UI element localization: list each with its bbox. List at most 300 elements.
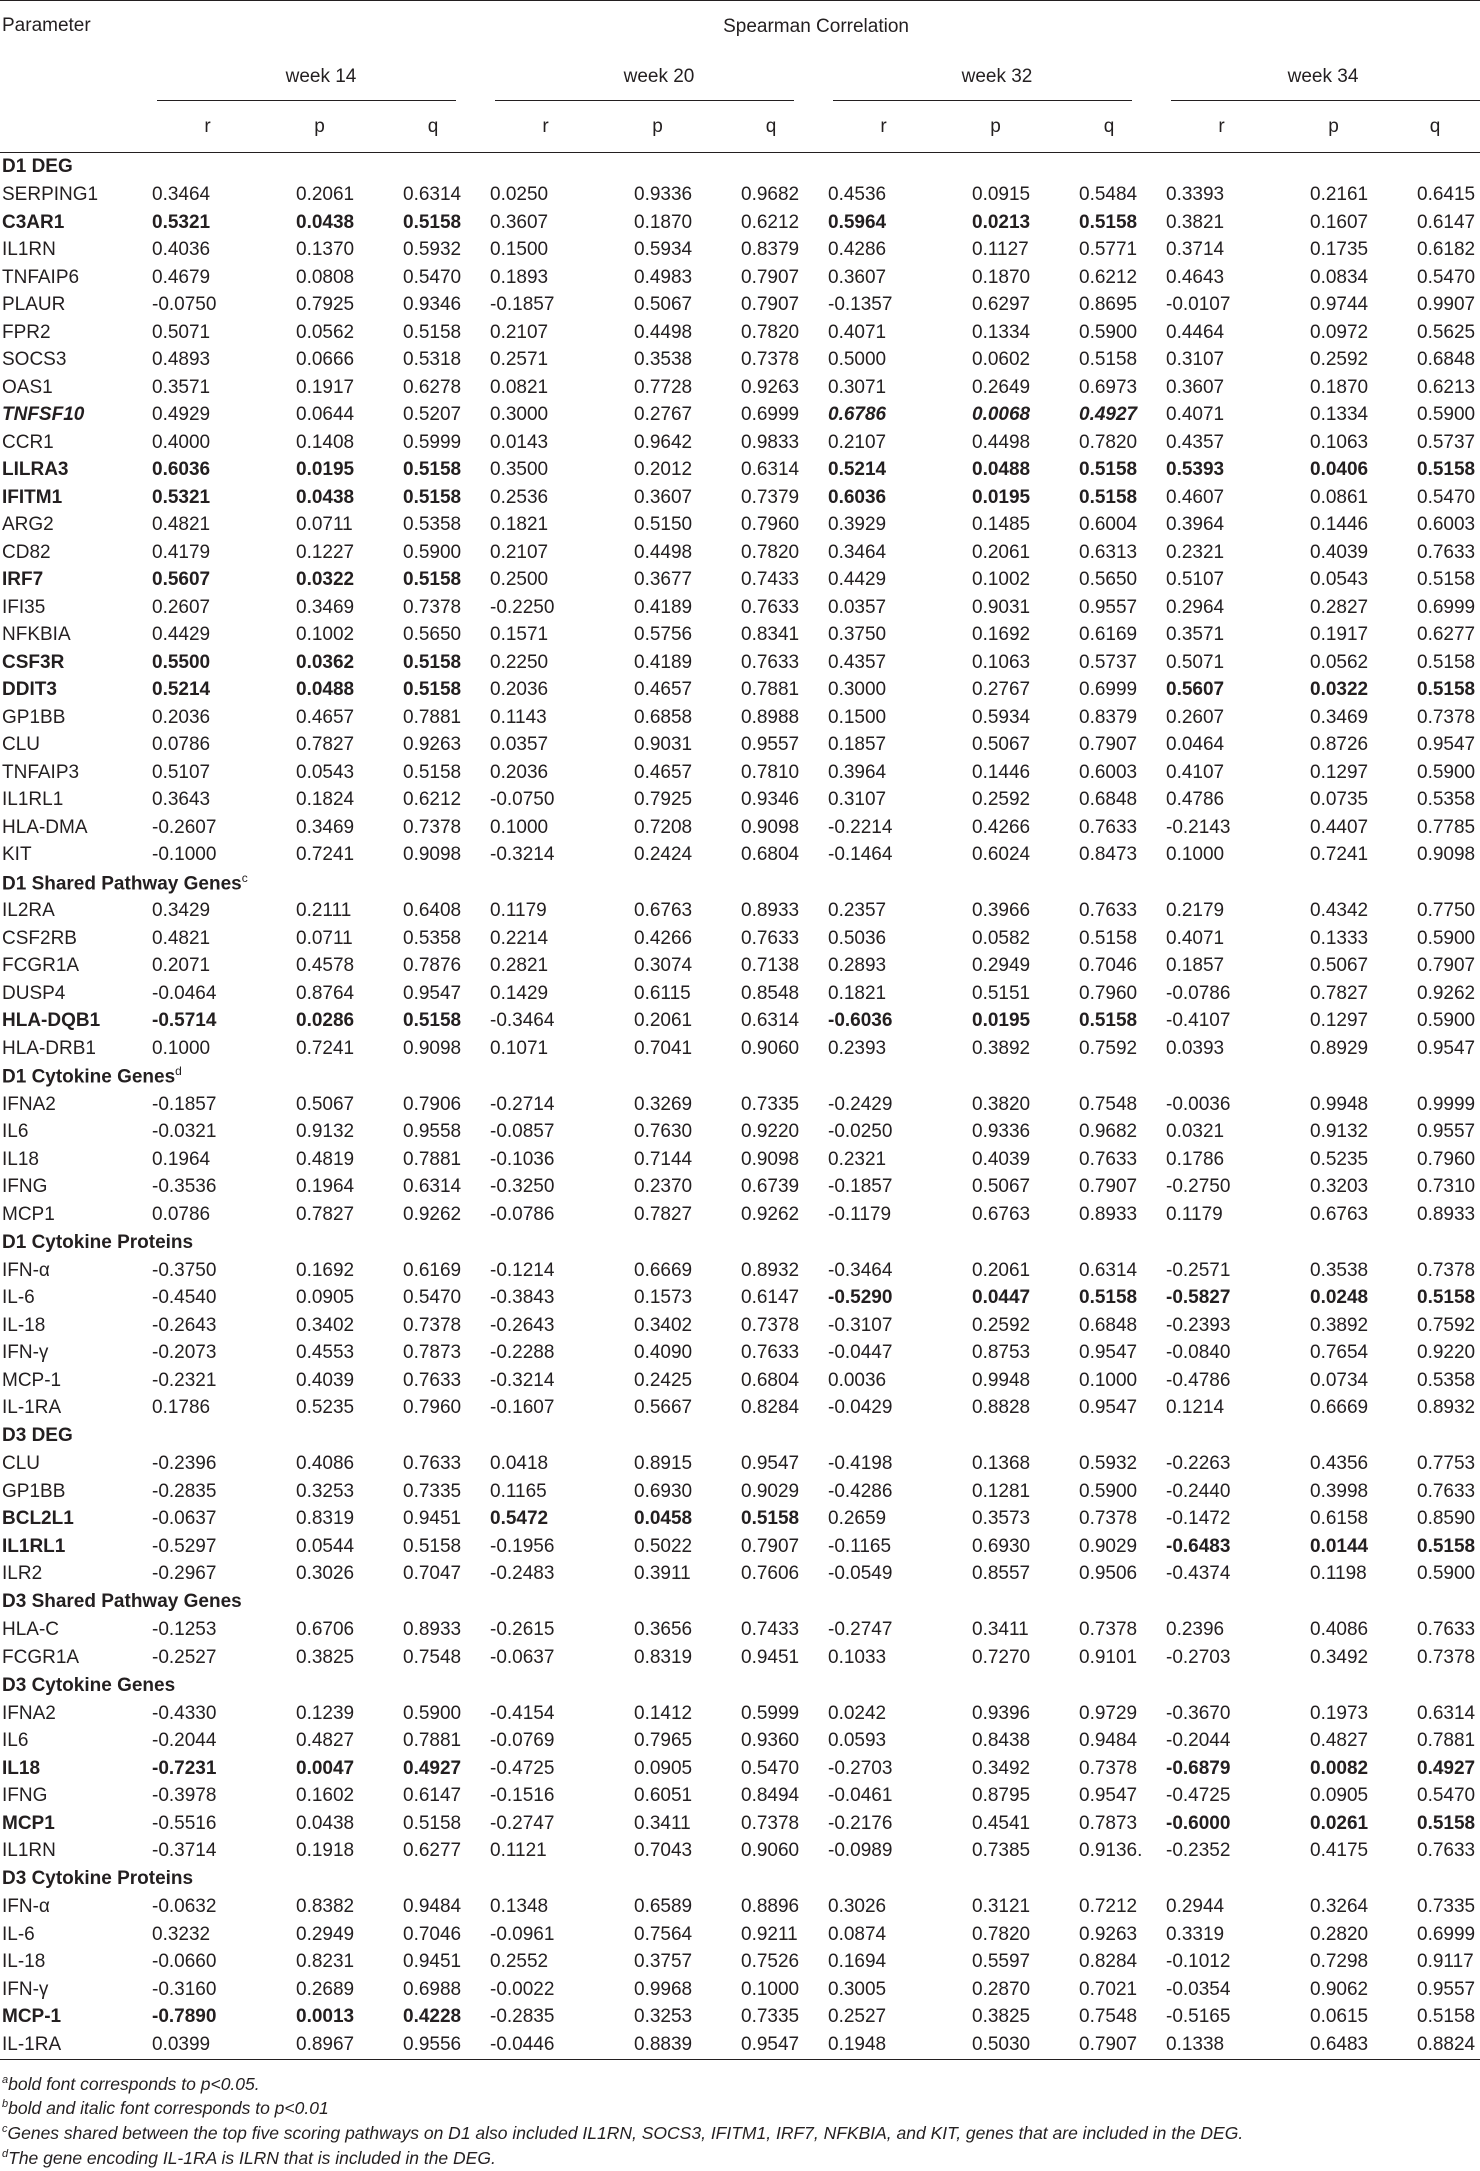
cell-q: 0.7633	[403, 1453, 462, 1475]
row-label: NFKBIA	[2, 624, 71, 646]
table-row	[0, 1478, 1480, 1506]
cell-p: 0.3469	[296, 816, 355, 838]
cell-p: 0.0905	[296, 1287, 355, 1309]
cell-p: 0.0602	[972, 349, 1031, 371]
cell-q: 0.8473	[1079, 844, 1138, 866]
cell-r: -0.1857	[828, 1176, 893, 1198]
cell-q: 0.7592	[1417, 1314, 1476, 1336]
cell-r: 0.3607	[828, 266, 887, 288]
cell-r: 0.5393	[1166, 459, 1225, 481]
cell-r: -0.0022	[490, 1978, 555, 2000]
row-label: IL18	[2, 1148, 39, 1170]
cell-r: 0.6786	[828, 404, 887, 426]
row-label: IL6	[2, 1121, 29, 1143]
cell-p: 0.3820	[972, 1093, 1031, 1115]
cell-r: 0.3607	[1166, 376, 1225, 398]
cell-p: 0.0082	[1310, 1757, 1369, 1779]
cell-p: 0.9396	[972, 1702, 1031, 1724]
cell-r: 0.3071	[828, 376, 887, 398]
cell-r: -0.2396	[152, 1453, 217, 1475]
cell-p: 0.7630	[634, 1121, 693, 1143]
cell-q: 0.7335	[1417, 1896, 1476, 1918]
table-row	[0, 622, 1480, 650]
row-label: HLA-DQB1	[2, 1010, 101, 1032]
cell-r: 0.3714	[1166, 239, 1225, 261]
stat-header-r: r	[542, 115, 549, 137]
cell-q: 0.9484	[1079, 1730, 1138, 1752]
cell-q: 0.9833	[741, 431, 800, 453]
cell-r: 0.2552	[490, 1951, 549, 1973]
row-label: MCP-1	[2, 2006, 62, 2028]
cell-q: 0.7548	[403, 1646, 462, 1668]
table-row	[0, 704, 1480, 732]
cell-q: 0.6147	[1417, 211, 1476, 233]
cell-p: 0.5667	[634, 1397, 693, 1419]
cell-p: 0.7270	[972, 1646, 1031, 1668]
cell-r: 0.4357	[828, 651, 887, 673]
cell-p: 0.0562	[1310, 651, 1369, 673]
cell-r: 0.5321	[152, 486, 211, 508]
stat-header-q: q	[765, 115, 777, 137]
cell-q: 0.7138	[741, 955, 800, 977]
cell-p: 0.3757	[634, 1951, 693, 1973]
cell-p: 0.0905	[1310, 1785, 1369, 1807]
table-row	[0, 1008, 1480, 1036]
cell-p: 0.0734	[1310, 1369, 1369, 1391]
cell-p: 0.7925	[296, 294, 355, 316]
cell-p: 0.0195	[972, 1010, 1031, 1032]
cell-q: 0.5158	[403, 1812, 462, 1834]
cell-p: 0.3469	[296, 596, 355, 618]
cell-p: 0.3911	[634, 1563, 691, 1585]
cell-r: -0.3214	[490, 844, 555, 866]
cell-q: 0.6999	[1417, 596, 1476, 618]
row-label: HLA-DRB1	[2, 1037, 96, 1059]
cell-r: -0.0429	[828, 1397, 893, 1419]
section-title	[0, 1865, 1480, 1894]
cell-q: 0.9263	[741, 376, 800, 398]
cell-r: -0.5165	[1166, 2006, 1231, 2028]
cell-q: 0.5158	[403, 569, 462, 591]
row-label: OAS1	[2, 376, 53, 398]
cell-q: 0.9029	[741, 1480, 800, 1502]
cell-r: 0.3643	[152, 789, 211, 811]
section-footnote-mark: d	[175, 1064, 182, 1079]
cell-q: 0.7633	[741, 1342, 800, 1364]
cell-r: -0.1857	[490, 294, 555, 316]
cell-r: -0.0637	[152, 1508, 217, 1530]
cell-r: 0.3232	[152, 1923, 211, 1945]
cell-r: 0.5321	[152, 211, 211, 233]
cell-r: 0.3929	[828, 514, 887, 536]
cell-p: 0.5150	[634, 514, 693, 536]
cell-q: 0.8824	[1390, 2031, 1480, 2059]
cell-p: 0.9132	[1310, 1121, 1369, 1143]
cell-r: -0.5827	[1166, 1287, 1231, 1309]
cell-r: -0.0637	[490, 1646, 555, 1668]
cell-r: 0.1071	[490, 1037, 549, 1059]
table-row	[0, 374, 1480, 402]
cell-q: 0.5158	[1417, 459, 1476, 481]
cell-r: 0.0250	[490, 184, 549, 206]
cell-q: 0.5932	[403, 239, 462, 261]
cell-p: 0.2827	[1310, 596, 1369, 618]
cell-p: 0.0286	[296, 1010, 355, 1032]
cell-r: 0.2607	[152, 596, 211, 618]
cell-q: 0.7212	[1079, 1896, 1138, 1918]
cell-r: -0.1036	[490, 1148, 555, 1170]
cell-p: 0.0488	[972, 459, 1031, 481]
cell-q: 0.7548	[1079, 2006, 1138, 2028]
cell-q: 0.5158	[1079, 211, 1138, 233]
cell-q: 0.9557	[1079, 596, 1138, 618]
cell-r: 0.3107	[1166, 349, 1225, 371]
cell-p: 0.6158	[1310, 1508, 1369, 1530]
cell-r: -0.4540	[152, 1287, 217, 1309]
cell-q: 0.6212	[1079, 266, 1138, 288]
row-label: MCP1	[2, 1812, 55, 1834]
cell-p: 0.3892	[1310, 1314, 1369, 1336]
cell-r: 0.1500	[490, 239, 549, 261]
cell-p: 0.6930	[972, 1535, 1031, 1557]
cell-q: 0.4927	[1079, 404, 1138, 426]
cell-q: 0.9098	[741, 1148, 800, 1170]
cell-r: -0.1516	[490, 1785, 555, 1807]
cell-p: 0.5934	[634, 239, 693, 261]
cell-r: 0.2500	[490, 569, 549, 591]
row-label: ILR2	[2, 1563, 43, 1585]
cell-p: 0.4086	[296, 1453, 355, 1475]
cell-r: -0.3750	[152, 1259, 217, 1281]
cell-p: 0.2592	[972, 1314, 1031, 1336]
cell-q: 0.6999	[1417, 1923, 1476, 1945]
table-row	[0, 1174, 1480, 1202]
cell-r: -0.1165	[828, 1535, 892, 1557]
row-label: TNFSF10	[2, 404, 85, 426]
cell-r: 0.3005	[828, 1978, 887, 2000]
cell-q: 0.8933	[1079, 1203, 1138, 1225]
table-row	[0, 567, 1480, 595]
cell-r: -0.4286	[828, 1480, 893, 1502]
cell-p: 0.1297	[1310, 1010, 1369, 1032]
table-row	[0, 237, 1480, 265]
cell-q: 0.5158	[1417, 1812, 1476, 1834]
cell-p: 0.7144	[634, 1148, 693, 1170]
cell-p: 0.1735	[1310, 239, 1369, 261]
cell-q: 0.7785	[1417, 816, 1476, 838]
cell-p: 0.4039	[296, 1369, 355, 1391]
cell-p: 0.0808	[296, 266, 355, 288]
cell-q: 0.9547	[741, 1453, 800, 1475]
row-label: IL-18	[2, 1951, 46, 1973]
cell-p: 0.2592	[1310, 349, 1369, 371]
cell-p: 0.4356	[1310, 1453, 1369, 1475]
cell-r: -0.3843	[490, 1287, 555, 1309]
cell-q: 0.6314	[403, 1176, 462, 1198]
cell-p: 0.3402	[296, 1314, 355, 1336]
row-label: FPR2	[2, 321, 51, 343]
cell-q: 0.7633	[741, 927, 800, 949]
cell-q: 0.7633	[1417, 1619, 1476, 1641]
row-label: KIT	[2, 844, 32, 866]
cell-r: 0.0357	[490, 734, 549, 756]
cell-q: 0.6278	[403, 376, 462, 398]
cell-p: 0.9062	[1310, 1978, 1369, 2000]
cell-q: 0.7881	[1417, 1730, 1476, 1752]
table-row	[0, 292, 1480, 320]
cell-r: -0.2393	[1166, 1314, 1231, 1336]
cell-q: 0.9098	[403, 1037, 462, 1059]
cell-p: 0.0615	[1310, 2006, 1369, 2028]
cell-p: 0.4189	[634, 596, 693, 618]
cell-q: 0.9451	[403, 1951, 462, 1973]
cell-r: -0.5297	[152, 1535, 217, 1557]
cell-q: 0.6212	[403, 789, 462, 811]
cell-q: 0.7633	[741, 651, 800, 673]
row-label: IL-1RA	[0, 2031, 152, 2059]
footnote	[2, 2072, 1460, 2097]
cell-r: 0.4286	[828, 239, 887, 261]
cell-q: 0.7046	[1079, 955, 1138, 977]
cell-q: 0.7335	[403, 1480, 462, 1502]
cell-q: 0.6277	[1417, 624, 1476, 646]
cell-r: 0.2393	[828, 1037, 887, 1059]
cell-p: 0.1607	[1310, 211, 1369, 233]
cell-p: 0.5756	[634, 624, 693, 646]
cell-r: 0.5472	[490, 1508, 549, 1530]
cell-r: 0.1033	[828, 1646, 887, 1668]
cell-p: 0.2689	[296, 1978, 355, 2000]
stat-header-p: p	[990, 115, 1001, 137]
cell-q: 0.7750	[1417, 900, 1476, 922]
cell-r: 0.2107	[490, 541, 549, 563]
cell-p: 0.0406	[1310, 459, 1369, 481]
cell-q: 0.7046	[403, 1923, 462, 1945]
cell-p: 0.0447	[972, 1287, 1031, 1309]
row-label: GP1BB	[2, 706, 66, 728]
cell-p: 0.8753	[972, 1342, 1031, 1364]
cell-q: 0.9907	[1417, 294, 1476, 316]
cell-r: 0.1694	[828, 1951, 887, 1973]
cell-q: 0.6277	[403, 1840, 462, 1862]
cell-p: 0.4498	[972, 431, 1031, 453]
cell-q: 0.5484	[1079, 184, 1138, 206]
cell-p: 0.6024	[972, 844, 1031, 866]
cell-r: -0.4154	[490, 1702, 555, 1724]
cell-r: 0.5607	[1166, 679, 1225, 701]
cell-r: -0.2321	[152, 1369, 217, 1391]
cell-p: 0.4819	[296, 1148, 355, 1170]
cell-p: 0.8929	[1310, 1037, 1369, 1059]
cell-p: 0.5030	[939, 2031, 1052, 2059]
cell-p: 0.1127	[972, 239, 1029, 261]
cell-r: -0.1607	[490, 1397, 555, 1419]
cell-q: 0.9060	[741, 1840, 800, 1862]
table-row	[0, 484, 1480, 512]
cell-r: -0.2214	[828, 816, 893, 838]
cell-p: 0.1412	[634, 1702, 693, 1724]
cell-r: 0.4036	[152, 239, 211, 261]
table-row	[0, 1755, 1480, 1783]
cell-p: 0.9132	[296, 1121, 355, 1143]
cell-p: 0.2061	[972, 1259, 1031, 1281]
cell-q: 0.7881	[741, 679, 800, 701]
cell-p: 0.9031	[634, 734, 693, 756]
cell-q: 0.9506	[1079, 1563, 1138, 1585]
cell-r: 0.3000	[828, 679, 887, 701]
cell-q: 0.9484	[403, 1896, 462, 1918]
week-header: week 14	[152, 53, 490, 101]
cell-q: 0.9262	[741, 1203, 800, 1225]
cell-r: -0.3160	[152, 1978, 217, 2000]
cell-q: 0.8933	[403, 1619, 462, 1641]
cell-r: 0.1121	[490, 1840, 547, 1862]
cell-q: 0.5158	[1079, 486, 1138, 508]
cell-r: 0.2821	[490, 955, 549, 977]
table-row	[0, 732, 1480, 760]
table-row	[0, 1949, 1480, 1977]
table-row	[0, 1395, 1480, 1423]
cell-p: 0.5067	[296, 1093, 355, 1115]
table-row	[0, 1894, 1480, 1922]
cell-r: -0.6879	[1166, 1757, 1231, 1779]
row-label: IRF7	[2, 569, 44, 591]
cell-q: 0.7960	[1417, 1148, 1476, 1170]
cell-q: 0.7810	[741, 761, 800, 783]
cell-q: 0.8379	[741, 239, 800, 261]
cell-q: 0.7907	[741, 294, 800, 316]
row-label: LILRA3	[2, 459, 69, 481]
cell-p: 0.9336	[634, 184, 693, 206]
row-label: CLU	[2, 734, 41, 756]
cell-r: 0.0821	[490, 376, 549, 398]
cell-q: 0.5470	[741, 1757, 800, 1779]
cell-q: 0.7907	[741, 1535, 800, 1557]
cell-p: 0.0735	[1310, 789, 1369, 811]
cell-q: 0.5358	[1417, 789, 1476, 811]
table-row	[0, 1921, 1480, 1949]
table-row	[0, 1728, 1480, 1756]
table-row	[0, 457, 1480, 485]
cell-q: 0.5999	[741, 1702, 800, 1724]
cell-p: 0.2161	[1310, 184, 1369, 206]
cell-r: -0.5290	[828, 1287, 893, 1309]
table-row	[0, 182, 1480, 210]
cell-p: 0.7241	[296, 1037, 355, 1059]
cell-p: 0.4498	[634, 321, 693, 343]
cell-r: 0.4107	[1166, 761, 1225, 783]
cell-q: 0.9682	[1079, 1121, 1138, 1143]
cell-q: 0.9117	[1417, 1951, 1474, 1973]
cell-q: 0.9262	[403, 1203, 462, 1225]
cell-q: 0.5470	[1417, 266, 1476, 288]
cell-q: 0.8896	[741, 1896, 800, 1918]
cell-p: 0.6763	[972, 1203, 1031, 1225]
cell-p: 0.1824	[296, 789, 355, 811]
row-label: SOCS3	[2, 349, 67, 371]
cell-q: 0.7876	[403, 955, 462, 977]
cell-q: 0.6213	[1417, 376, 1476, 398]
cell-p: 0.8319	[634, 1646, 693, 1668]
section-title	[0, 1588, 1480, 1617]
cell-q: 0.9557	[1417, 1978, 1476, 2000]
cell-q: 0.4927	[403, 1757, 462, 1779]
section-title	[0, 869, 1480, 898]
cell-r: 0.4357	[1166, 431, 1225, 453]
cell-q: 0.5650	[1079, 569, 1138, 591]
cell-r: -0.4107	[1166, 1010, 1231, 1032]
cell-r: -0.3464	[828, 1259, 893, 1281]
footnote-mark: a	[2, 2073, 9, 2086]
table-row	[0, 953, 1480, 981]
table-row	[0, 898, 1480, 926]
cell-p: 0.1485	[972, 514, 1031, 536]
cell-q: 0.7548	[1079, 1093, 1138, 1115]
cell-r: 0.2036	[152, 706, 211, 728]
cell-p: 0.1333	[1310, 927, 1369, 949]
row-label: IL-18	[2, 1314, 46, 1336]
cell-q: 0.7378	[741, 349, 800, 371]
cell-r: 0.4607	[1166, 486, 1225, 508]
cell-p: 0.1918	[296, 1840, 355, 1862]
cell-p: 0.1297	[1310, 761, 1369, 783]
cell-q: 0.5207	[403, 404, 462, 426]
cell-p: 0.1870	[1310, 376, 1369, 398]
row-label: IL1RL1	[2, 789, 64, 811]
cell-r: -0.0354	[1166, 1978, 1231, 2000]
cell-q: 0.5470	[1417, 1785, 1476, 1807]
cell-r: -0.0961	[490, 1923, 555, 1945]
cell-p: 0.7564	[634, 1923, 693, 1945]
cell-r: 0.4000	[152, 431, 211, 453]
cell-p: 0.1602	[296, 1785, 355, 1807]
cell-r: 0.4429	[152, 624, 211, 646]
cell-r: 0.1821	[828, 982, 887, 1004]
cell-p: 0.7241	[296, 844, 355, 866]
cell-q: 0.9360	[741, 1730, 800, 1752]
footnote-mark: d	[2, 2148, 9, 2161]
row-label: IFN-α	[2, 1259, 50, 1281]
cell-r: 0.5000	[828, 349, 887, 371]
cell-q: 0.9547	[1417, 1037, 1476, 1059]
cell-q: 0.9547	[1417, 734, 1476, 756]
cell-r: 0.0786	[152, 734, 211, 756]
section-title-text: D1 DEG	[2, 156, 73, 178]
cell-r: 0.2036	[490, 679, 549, 701]
row-label: SERPING1	[2, 184, 99, 206]
cell-r: 0.0393	[1166, 1037, 1225, 1059]
cell-q: 0.5158	[403, 459, 462, 481]
cell-r: 0.1786	[1166, 1148, 1225, 1170]
cell-q: 0.5158	[1079, 1010, 1138, 1032]
cell-r: 0.1338	[1166, 2031, 1277, 2059]
stat-header-r: r	[1218, 115, 1225, 137]
cell-p: 0.0322	[296, 569, 355, 591]
cell-p: 0.1973	[1310, 1702, 1369, 1724]
cell-p: 0.4541	[972, 1812, 1031, 1834]
week-header: week 20	[490, 53, 828, 101]
cell-q: 0.9098	[1417, 844, 1476, 866]
cell-q: 0.5358	[1417, 1369, 1476, 1391]
cell-q: 0.5470	[403, 266, 462, 288]
cell-r: -0.2250	[490, 596, 555, 618]
cell-p: 0.0562	[296, 321, 355, 343]
week-underline	[1171, 100, 1480, 101]
cell-r: -0.2352	[1166, 1840, 1231, 1862]
cell-q: 0.7873	[1079, 1812, 1138, 1834]
cell-q: 0.9682	[741, 184, 800, 206]
cell-p: 0.2370	[634, 1176, 693, 1198]
